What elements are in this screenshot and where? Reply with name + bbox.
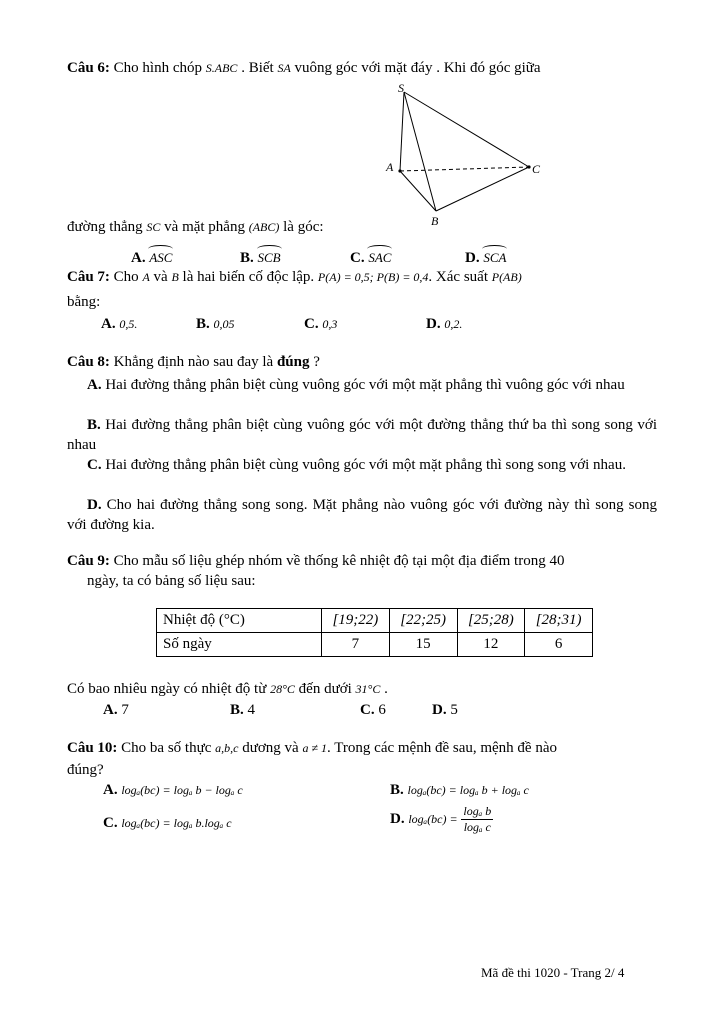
table-row <box>157 609 593 633</box>
q10-option-d[interactable]: D. logₐ(bc) = $\frac{\text{logₐ b}}{\text{logₐ c}}$ <box>390 804 492 834</box>
q9-stem-line2: ngày, ta có bảng số liệu sau: <box>87 573 256 589</box>
q9-question: Có bao nhiêu ngày có nhiệt độ từ 28°C đến dưới 31°C . <box>67 681 388 697</box>
table-header-temperature: Nhiệt độ (°C) <box>157 609 322 633</box>
q9-stem-line1: Câu 9: Cho mẫu số liệu ghép nhóm về thống kê nhiệt độ tại một địa điểm trong 40 <box>67 553 565 569</box>
q8-option-a[interactable]: A. Hai đường thẳng phân biệt cùng vuông góc với một mặt phẳng thì vuông góc với nhau <box>87 377 625 393</box>
table-cell-interval: [28;31) <box>525 609 593 633</box>
q7-option-a[interactable]: A. 0,5. <box>101 316 138 332</box>
vertex-c-label: C <box>532 162 541 176</box>
q9-option-b[interactable]: B. 4 <box>230 702 256 718</box>
temperature-table <box>156 608 593 657</box>
q7-option-d[interactable]: D. 0,2. <box>426 316 463 332</box>
pyramid-figure <box>380 80 550 230</box>
q10-stem-line2: đúng? <box>67 762 104 778</box>
table-cell-count: 6 <box>525 633 593 657</box>
q8-stem: Câu 8: Khẳng định nào sau đay là đúng ? <box>67 354 320 370</box>
q8-option-b[interactable]: B. Hai đường thẳng phân biệt cùng vuông góc với một đường thẳng thứ ba thì song song với nhau <box>67 417 657 453</box>
table-cell-interval: [25;28) <box>457 609 525 633</box>
q10-option-a[interactable]: A. logₐ(bc) = logₐ b − logₐ c <box>103 782 243 798</box>
q10-label: Câu 10: <box>67 740 118 756</box>
q7-label: Câu 7: <box>67 269 110 285</box>
table-cell-interval: [19;22) <box>322 609 390 633</box>
q6-stem-line2: đường thẳng SC và mặt phẳng (ABC) là góc: <box>67 219 324 235</box>
q10-option-c[interactable]: C. logₐ(bc) = logₐ b.logₐ c <box>103 815 232 831</box>
table-header-days: Số ngày <box>157 633 322 657</box>
q8-option-c[interactable]: C. Hai đường thẳng phân biệt cùng vuông góc với một mặt phẳng thì song song với nhau. <box>87 457 626 473</box>
q6-stem-line1: Câu 6: Cho hình chóp S.ABC . Biết SA vuông góc với mặt đáy . Khi đó góc giữa <box>67 60 541 76</box>
vertex-b-label: B <box>431 214 439 228</box>
q9-option-a[interactable]: A. 7 <box>103 702 129 718</box>
q6-label: Câu 6: <box>67 60 110 76</box>
q7-stem-line1: Câu 7: Cho A và B là hai biến cố độc lập. P(A) = 0,5; P(B) = 0,4. Xác suất P(AB) <box>67 269 522 285</box>
q6-option-b[interactable]: B. SCB <box>240 246 281 267</box>
q7-option-c[interactable]: C. 0,3 <box>304 316 338 332</box>
q6-option-d[interactable]: D. SCA <box>465 246 506 267</box>
fraction: $\frac{\text{logₐ b}}{\text{logₐ c}}$ <box>463 804 492 834</box>
q9-label: Câu 9: <box>67 553 110 569</box>
vertex-a-label: A <box>386 160 394 174</box>
page-footer: Mã đề thi 1020 - Trang 2/ 4 <box>481 965 625 980</box>
table-cell-count: 15 <box>389 633 457 657</box>
table-cell-count: 12 <box>457 633 525 657</box>
q10-option-b[interactable]: B. logₐ(bc) = logₐ b + logₐ c <box>390 782 529 798</box>
q7-stem-line2: bằng: <box>67 294 101 310</box>
q6-option-c[interactable]: C. SAC <box>350 246 391 267</box>
vertex-s-label: S <box>398 81 404 95</box>
table-cell-count: 7 <box>322 633 390 657</box>
q10-stem-line1: Câu 10: Cho ba số thực a,b,c dương và a ≠ 1. Trong các mệnh đề sau, mệnh đề nào <box>67 740 557 756</box>
q9-option-d[interactable]: D. 5 <box>432 702 458 718</box>
table-row <box>157 633 593 657</box>
table-cell-interval: [22;25) <box>389 609 457 633</box>
q7-option-b[interactable]: B. 0,05 <box>196 316 235 332</box>
q8-option-d[interactable]: D. Cho hai đường thẳng song song. Mặt phẳng nào vuông góc với đường này thì song song với đường kia. <box>67 497 657 533</box>
q6-option-a[interactable]: A. ASC <box>131 246 172 267</box>
q8-label: Câu 8: <box>67 354 110 370</box>
q9-option-c[interactable]: C. 6 <box>360 702 386 718</box>
